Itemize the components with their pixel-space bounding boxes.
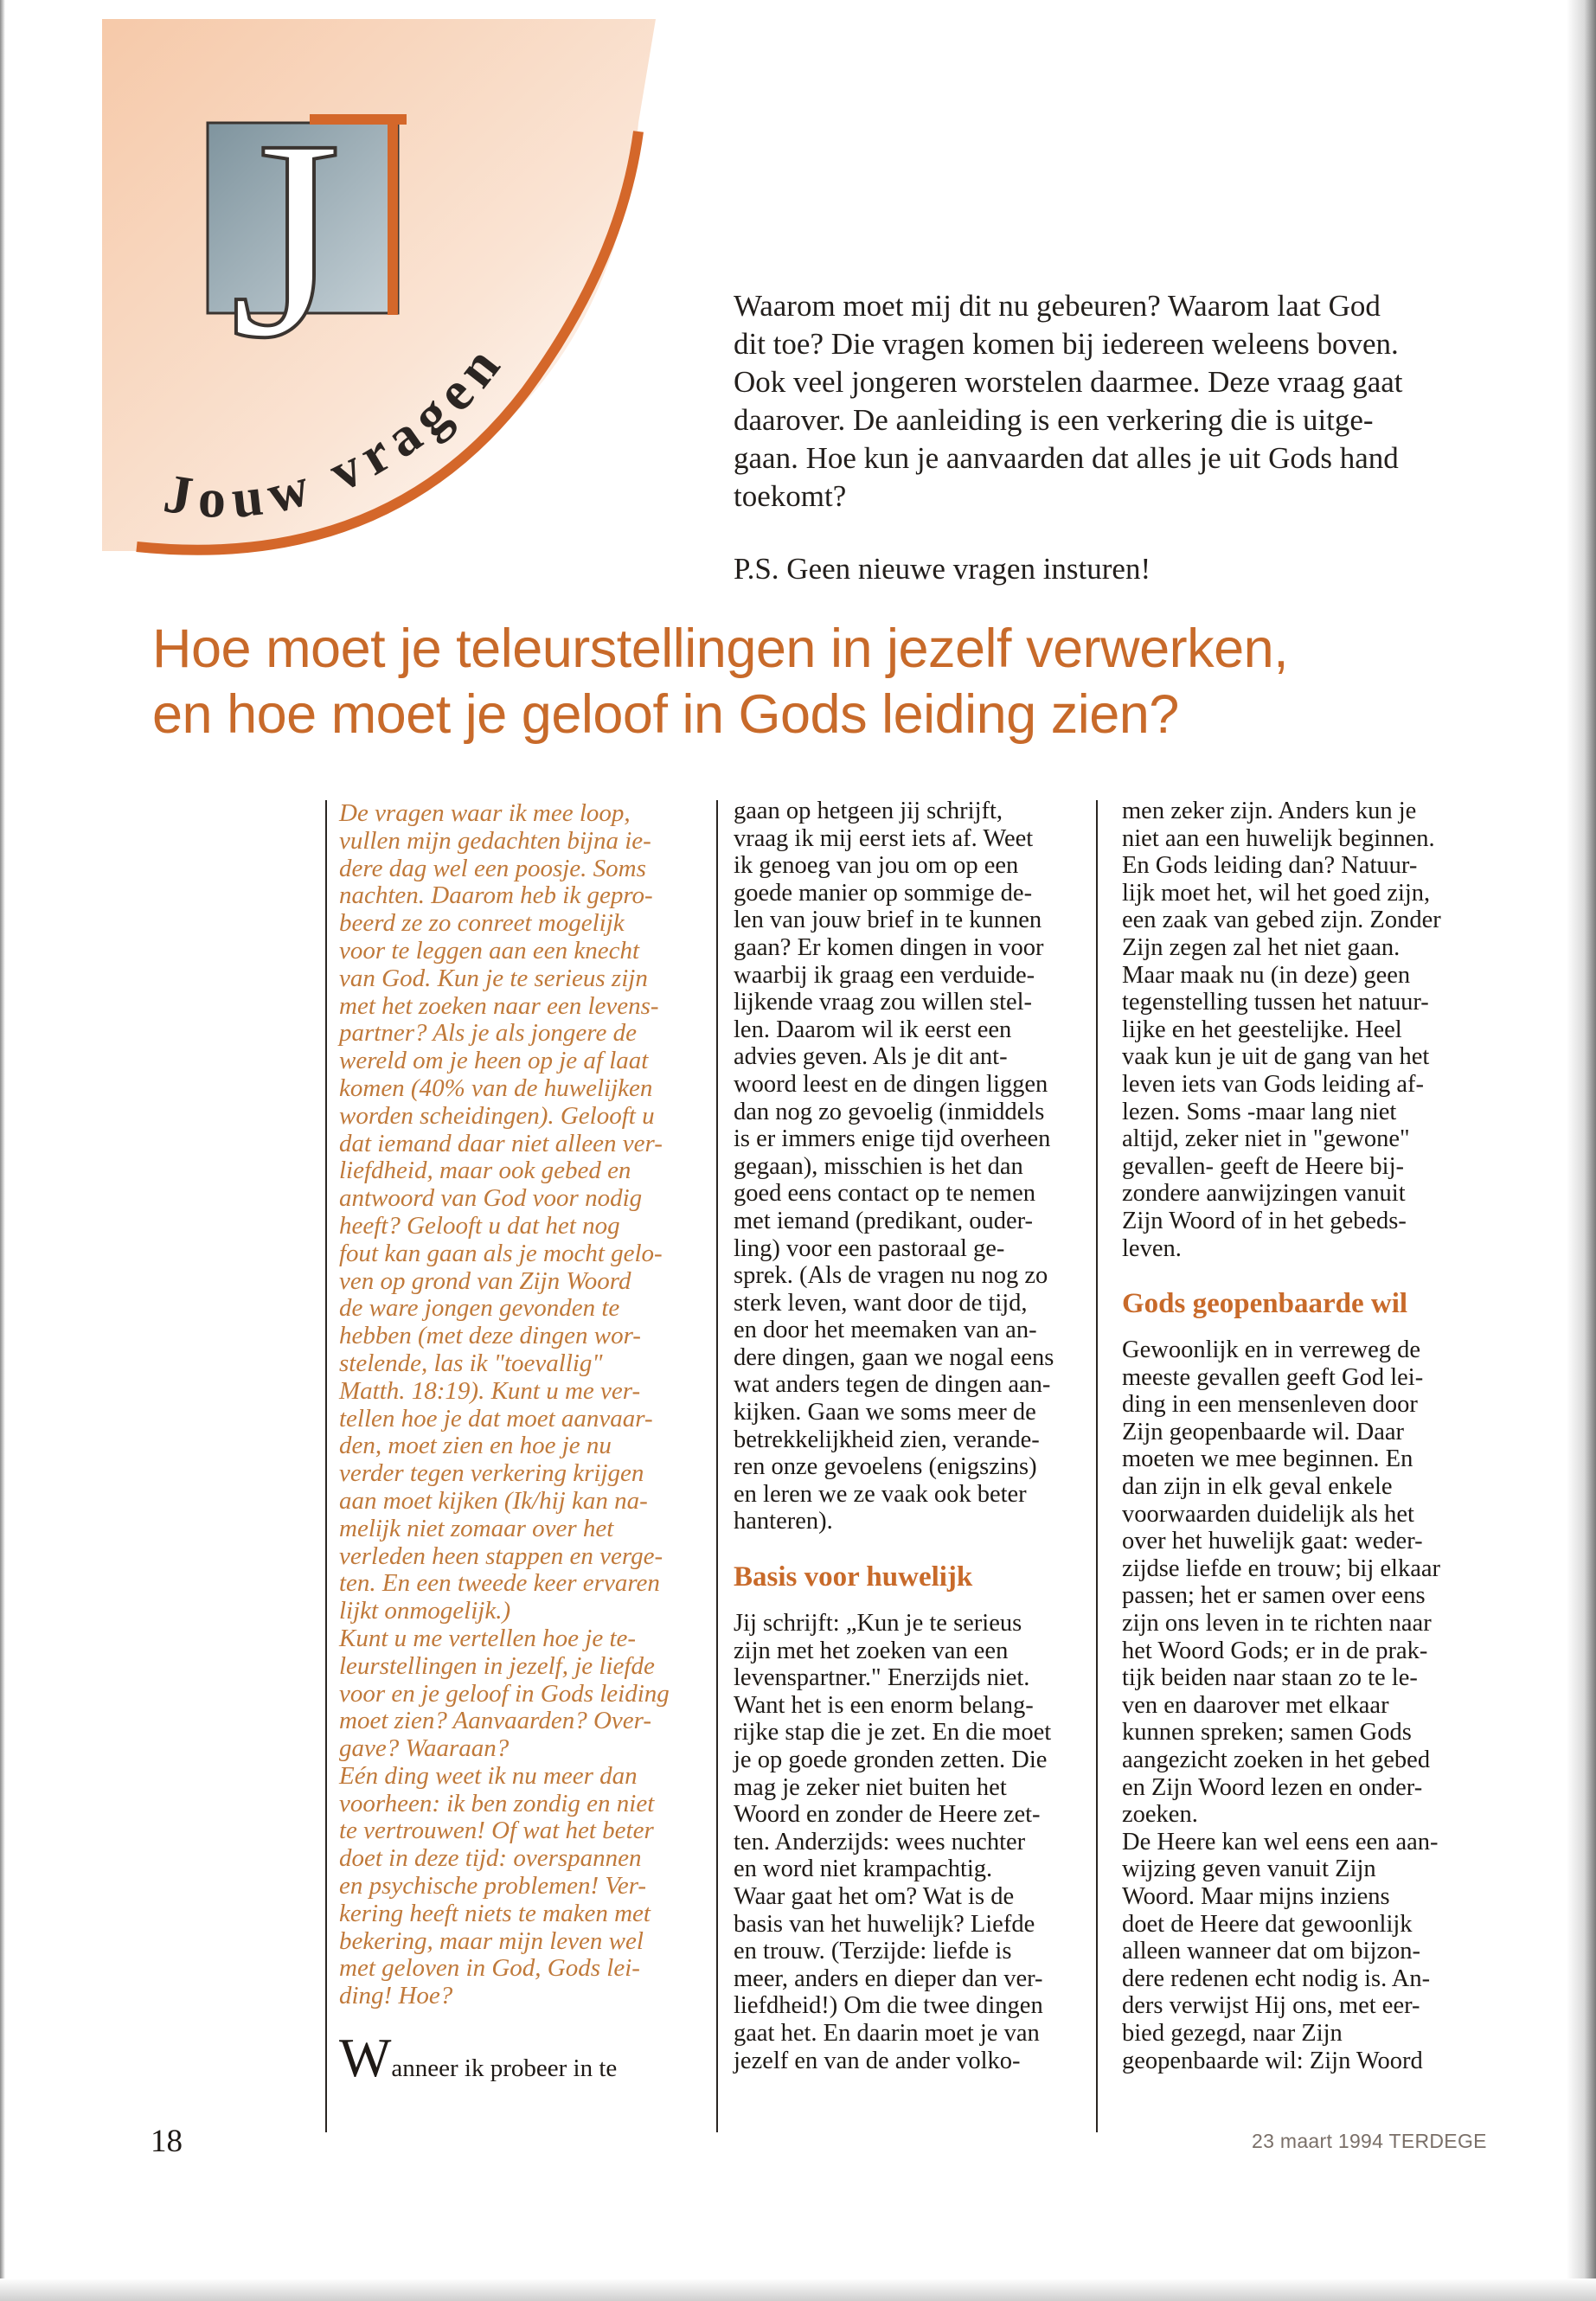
text-line: Woord en zonder de Heere zet-: [734, 1801, 1041, 1829]
text-line: zondere aanwijzingen vanuit: [1122, 1180, 1406, 1208]
text-line: zijn met het zoeken van een: [734, 1637, 1009, 1664]
text-line: gaan op hetgeen jij schrijft,: [734, 798, 1003, 824]
text-line: Eén ding weet ik nu meer dan: [339, 1761, 638, 1790]
text-line: te vertrouwen! Of wat het beter: [339, 1817, 654, 1845]
text-line: Waar gaat het om? Wat is de: [734, 1882, 1015, 1910]
text-line: gevallen- geeft de Heere bij-: [1122, 1152, 1404, 1180]
text-line: bekering, maar mijn leven wel: [339, 1926, 644, 1955]
text-line: aan moet kijken (Ik/hij kan na-: [339, 1486, 648, 1515]
text-line: basis van het huwelijk? Liefde: [734, 1910, 1035, 1938]
text-line: leven iets van Gods leiding af-: [1122, 1070, 1425, 1098]
text-line: dat iemand daar niet alleen ver-: [339, 1129, 663, 1157]
text-line: melijk niet zomaar over het: [339, 1514, 614, 1542]
text-line: heeft? Gelooft u dat het nog: [339, 1211, 620, 1240]
text-line: voor en je geloof in Gods leiding: [339, 1679, 670, 1708]
text-line: fout kan gaan als je mocht gelo-: [339, 1239, 663, 1267]
headline-line-2: en hoe moet je geloof in Gods leiding zien?: [152, 684, 1179, 745]
text-line: ik genoeg van jou om op een: [734, 852, 1019, 880]
text-line: hanteren).: [734, 1508, 833, 1535]
text-line: levenspartner." Enerzijds niet.: [734, 1664, 1030, 1692]
text-line: altijd, zeker niet in "gewone": [1122, 1125, 1410, 1153]
text-line: wereld om je heen op je af laat: [339, 1047, 649, 1075]
text-line: tellen hoe je dat moet aanvaar-: [339, 1404, 653, 1433]
page-edge-right: [1567, 0, 1596, 2301]
intro-line: toekomt?: [734, 479, 847, 513]
text-line: dere dag wel een poosje. Soms: [339, 854, 646, 882]
text-line: gaat het. En daarin moet je van: [734, 2019, 1040, 2047]
text-line: lijkende vraag zou willen stel-: [734, 989, 1033, 1016]
text-line: Maar maak nu (in deze) geen: [1122, 961, 1411, 989]
text-line: wat anders tegen de dingen aan-: [734, 1371, 1051, 1399]
text-line: moeten we mee beginnen. En: [1122, 1445, 1413, 1473]
text-line: en word niet krampachtig.: [734, 1856, 993, 1883]
answer-column-2: [734, 798, 1086, 2074]
section-subhead: Basis voor huwelijk: [734, 1561, 973, 1593]
intro-line: gaan. Hoe kun je aanvaarden dat alles je uit Gods hand: [734, 441, 1399, 475]
text-line: partner? Als je als jongere de: [339, 1019, 637, 1048]
text-line: goed eens contact op te nemen: [734, 1180, 1035, 1208]
intro-line: Waarom moet mij dit nu gebeuren? Waarom laat God: [734, 289, 1381, 323]
text-line: tegenstelling tussen het natuur-: [1122, 989, 1429, 1016]
text-line: vaak kun je uit de gang van het: [1122, 1043, 1430, 1071]
text-line: ders verwijst Hij ons, met eer-: [1122, 1992, 1420, 2020]
text-line: De Heere kan wel eens een aan-: [1122, 1828, 1439, 1856]
text-line: doet in deze tijd: overspannen: [339, 1844, 642, 1873]
page-edge-left: [0, 0, 5, 2301]
intro-line: dit toe? Die vragen komen bij iedereen weleens boven.: [734, 327, 1399, 361]
text-line: met iemand (predikant, ouder-: [734, 1207, 1034, 1234]
text-line: en Zijn Woord lezen en onder-: [1122, 1773, 1423, 1801]
text-line: over het huwelijk gaat: weder-: [1122, 1528, 1423, 1555]
text-line: voor te leggen aan een knecht: [339, 936, 640, 965]
text-line: meeste gevallen geeft God lei-: [1122, 1363, 1424, 1391]
text-line: antwoord van God voor nodig: [339, 1184, 643, 1213]
text-line: dere redenen echt nodig is. An-: [1122, 1965, 1431, 1992]
text-line: is er immers enige tijd overheen: [734, 1125, 1051, 1153]
text-line: men zeker zijn. Anders kun je: [1122, 798, 1417, 824]
text-line: vraag ik mij eerst iets af. Weet: [734, 824, 1034, 852]
column-rule: [716, 800, 718, 2132]
page-edge-bottom: [0, 2279, 1596, 2301]
intro-block: [734, 287, 1452, 588]
text-line: lijk moet het, wil het goed zijn,: [1122, 879, 1431, 907]
text-line: lezen. Soms -maar lang niet: [1122, 1098, 1397, 1125]
text-line: lijke en het geestelijke. Heel: [1122, 1016, 1402, 1043]
column-rule: [325, 800, 327, 2132]
intro-line: Ook veel jongeren worstelen daarmee. Deze vraag gaat: [734, 365, 1403, 399]
text-line: sterk leven, want door de tijd,: [734, 1289, 1028, 1317]
article-headline: [152, 616, 1519, 747]
text-line: ling) voor een pastoraal ge-: [734, 1234, 1005, 1262]
text-line: dan zijn in elk geval enkele: [1122, 1473, 1393, 1501]
text-line: met het zoeken naar een levens-: [339, 991, 659, 1020]
text-line: Zijn Woord of in het gebeds-: [1122, 1207, 1407, 1234]
text-line: aangezicht zoeken in het gebed: [1122, 1747, 1431, 1773]
text-line: worden scheidingen). Gelooft u: [339, 1101, 655, 1130]
text-line: met geloven in God, Gods lei-: [339, 1954, 640, 1983]
text-line: wijzing geven vanuit Zijn: [1122, 1856, 1376, 1883]
text-line: rijke stap die je zet. En die moet: [734, 1719, 1052, 1747]
text-line: moet zien? Aanvaarden? Over-: [339, 1707, 652, 1735]
text-line: gegaan), misschien is het dan: [734, 1152, 1023, 1180]
text-line: advies geven. Als je dit ant-: [734, 1043, 1008, 1071]
text-line: lijkt onmogelijk.): [339, 1597, 511, 1625]
text-line: het Woord Gods; er in de prak-: [1122, 1637, 1428, 1664]
text-line: jezelf en van de ander volko-: [734, 2047, 1021, 2074]
text-line: len van jouw brief in te kunnen: [734, 907, 1042, 934]
text-line: beerd ze zo conreet mogelijk: [339, 909, 625, 938]
reader-question-column: [339, 799, 687, 2089]
text-line: liefdheid, maar ook gebed en: [339, 1157, 631, 1185]
text-line: ven en daarover met elkaar: [1122, 1691, 1389, 1719]
headline-line-1: Hoe moet je teleurstellingen in jezelf verwerken,: [152, 619, 1289, 679]
text-line: verder tegen verkering krijgen: [339, 1459, 644, 1488]
text-line: voorwaarden duidelijk als het: [1122, 1500, 1414, 1528]
text-line: niet aan een huwelijk beginnen.: [1122, 824, 1435, 852]
text-line: komen (40% van de huwelijken: [339, 1074, 653, 1102]
text-line: vullen mijn gedachten bijna ie-: [339, 826, 651, 855]
text-line: len. Daarom wil ik eerst een: [734, 1016, 1012, 1043]
text-line: kunnen spreken; samen Gods: [1122, 1719, 1412, 1747]
footer-publication-date: 23 maart 1994 TERDEGE: [1252, 2130, 1487, 2152]
intro-line: daarover. De aanleiding is een verkering die is uitge-: [734, 403, 1374, 437]
text-line: en door het meemaken van an-: [734, 1317, 1037, 1344]
text-line: bied gezegd, naar Zijn: [1122, 2019, 1343, 2047]
text-line: leven.: [1122, 1234, 1182, 1262]
text-line: gave? Waaraan?: [339, 1734, 510, 1763]
text-line: ding in een mensenleven door: [1122, 1391, 1418, 1419]
text-line: stelende, las ik "toevallig": [339, 1349, 603, 1377]
text-line: en psychische problemen! Ver-: [339, 1872, 647, 1900]
text-line: kijken. Gaan we soms meer de: [734, 1399, 1036, 1426]
column-rule: [1096, 800, 1098, 2132]
drop-cap: W: [339, 2027, 392, 2089]
text-line: den, moet zien en hoe je nu: [339, 1432, 612, 1460]
text-line: Zijn zegen zal het niet gaan.: [1122, 933, 1401, 961]
text-line: verleden heen stappen en verge-: [339, 1541, 663, 1570]
text-line: zijdse liefde en trouw; bij elkaar: [1122, 1554, 1440, 1582]
text-line: en leren we ze vaak ook beter: [734, 1480, 1027, 1508]
section-subhead: Gods geopenbaarde wil: [1122, 1288, 1408, 1320]
text-line: kering heeft niets te maken met: [339, 1899, 651, 1927]
text-line: passen; het er samen over eens: [1122, 1582, 1426, 1610]
text-line: betrekkelijkheid zien, verande-: [734, 1426, 1040, 1453]
text-line: zijn ons leven in te richten naar: [1122, 1610, 1432, 1638]
answer-column-3: [1122, 798, 1477, 2074]
text-line: ten. En een tweede keer ervaren: [339, 1569, 660, 1598]
text-line: Want het is een enorm belang-: [734, 1691, 1034, 1719]
text-line: een zaak van gebed zijn. Zonder: [1122, 907, 1441, 934]
text-line: voorheen: ik ben zondig en niet: [339, 1789, 655, 1817]
text-line: meer, anders en dieper dan ver-: [734, 1965, 1043, 1992]
text-line: van God. Kun je te serieus zijn: [339, 964, 648, 992]
text-line: dere dingen, gaan we nogal eens: [734, 1343, 1054, 1371]
text-line: Zijn geopenbaarde wil. Daar: [1122, 1418, 1405, 1445]
text-line: De vragen waar ik mee loop,: [339, 799, 631, 827]
text-line: doet de Heere dat gewoonlijk: [1122, 1910, 1413, 1938]
text-line: mag je zeker niet buiten het: [734, 1773, 1007, 1801]
text-line: geopenbaarde wil: Zijn Woord: [1122, 2047, 1423, 2074]
text-line: dan nog zo gevoelig (inmiddels: [734, 1098, 1045, 1125]
text-line: je op goede gronden zetten. Die: [734, 1747, 1048, 1773]
text-line: waarbij ik graag een verduide-: [734, 961, 1035, 989]
jouw-vragen-logo: [102, 19, 690, 573]
text-line: Kunt u me vertellen hoe je te-: [339, 1624, 637, 1652]
text-line: leurstellingen in jezelf, je liefde: [339, 1651, 655, 1680]
text-line: goede manier op sommige de-: [734, 879, 1033, 907]
text-line: sprek. (Als de vragen nu nog zo: [734, 1262, 1048, 1290]
logo-arc-label: Jouw vragen: [159, 329, 517, 530]
text-line: Gewoonlijk en in verreweg de: [1122, 1336, 1421, 1364]
text-line: Jij schrijft: „Kun je te serieus: [734, 1610, 1022, 1638]
text-line: Woord. Maar mijns inziens: [1122, 1882, 1390, 1910]
answer-opening: [339, 2027, 687, 2089]
text-line: tijk beiden naar staan zo te le-: [1122, 1664, 1418, 1692]
text-line: alleen wanneer dat om bijzon-: [1122, 1938, 1421, 1965]
text-line: En Gods leiding dan? Natuur-: [1122, 852, 1418, 880]
text-line: ven op grond van Zijn Woord: [339, 1266, 631, 1295]
intro-ps: P.S. Geen nieuwe vragen insturen!: [734, 552, 1151, 586]
text-line: de ware jongen gevonden te: [339, 1294, 620, 1323]
page-number: 18: [151, 2124, 183, 2159]
text-line: liefdheid!) Om die twee dingen: [734, 1992, 1043, 2020]
text-line: ten. Anderzijds: wees nuchter: [734, 1828, 1026, 1856]
text-line: Matth. 18:19). Kunt u me ver-: [339, 1376, 641, 1405]
text-line: hebben (met deze dingen wor-: [339, 1322, 641, 1350]
logo-letter-j: J: [230, 81, 342, 397]
text-line: ding! Hoe?: [339, 1982, 453, 2010]
text-line: zoeken.: [1122, 1801, 1198, 1829]
text-line: nachten. Daarom heb ik gepro-: [339, 881, 653, 910]
text-line: woord leest en de dingen liggen: [734, 1070, 1048, 1098]
text-line: ren onze gevoelens (enigszins): [734, 1453, 1037, 1481]
text-line: en trouw. (Terzijde: liefde is: [734, 1938, 1012, 1965]
answer-opening-text: anneer ik probeer in te: [391, 2054, 618, 2083]
text-line: gaan? Er komen dingen in voor: [734, 933, 1044, 961]
